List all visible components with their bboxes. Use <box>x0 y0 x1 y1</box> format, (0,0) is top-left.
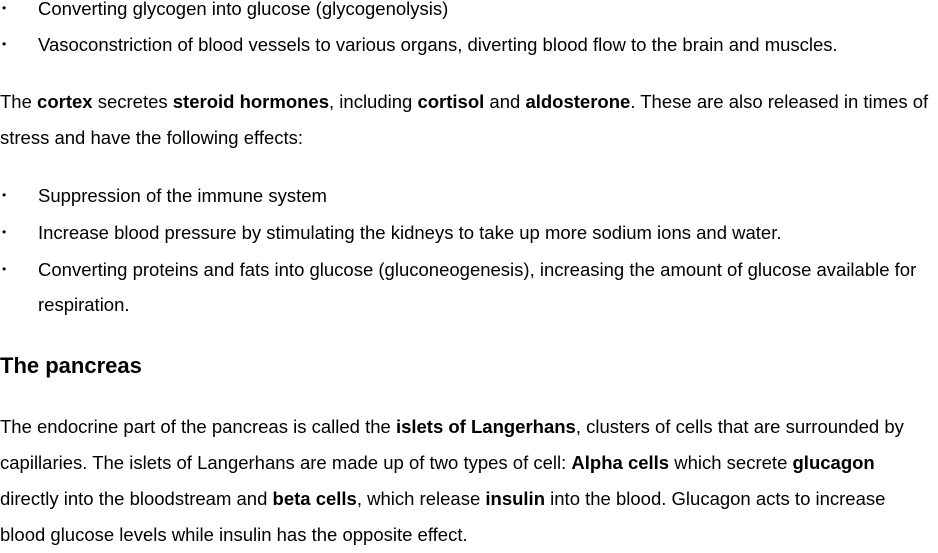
list-item-text: Vasoconstriction of blood vessels to various organs, diverting blood flow to the brain and muscles. <box>38 34 838 55</box>
text-run: and <box>484 91 526 112</box>
bold-term-aldosterone: aldosterone <box>525 91 631 112</box>
bold-term-insulin: insulin <box>485 488 546 509</box>
text-run: , which release <box>356 488 486 509</box>
bold-term-cortisol: cortisol <box>417 91 485 112</box>
bullet-icon: • <box>2 188 7 202</box>
list-item <box>0 0 938 26</box>
text-run: . These are also released in times of stress and have the following effects: <box>0 91 929 148</box>
bold-term-steroid-hormones: steroid hormones <box>172 91 330 112</box>
text-run: directly into the bloodstream and <box>0 488 273 509</box>
list-item-text: Converting glycogen into glucose (glycogenolysis) <box>38 0 449 19</box>
bold-term-alpha-cells: Alpha cells <box>571 452 670 473</box>
text-run: The <box>0 91 38 112</box>
effects-list-medulla <box>0 0 938 62</box>
bullet-icon: • <box>2 262 7 276</box>
text-run: , including <box>329 91 418 112</box>
bold-term-beta-cells: beta cells <box>272 488 357 509</box>
effects-list-cortex <box>0 178 938 322</box>
text-run: into the blood. Glucagon acts to increase blood glucose levels while insulin has the opposite effect. <box>0 488 886 545</box>
list-item-text: Suppression of the immune system <box>38 185 327 206</box>
list-item-text: Increase blood pressure by stimulating the kidneys to take up more sodium ions and water. <box>38 222 782 243</box>
section-heading: The pancreas <box>0 353 142 378</box>
pancreas-paragraph <box>0 409 930 553</box>
bold-term-cortex: cortex <box>37 91 93 112</box>
text-run: , clusters of cells that are surrounded by capillaries. The islets of Langerhans are made up of two types of cell: <box>0 416 904 473</box>
list-item <box>0 178 938 213</box>
bold-term-islets: islets of Langerhans <box>395 416 576 437</box>
text-run: secretes <box>92 91 173 112</box>
list-item <box>0 215 938 250</box>
list-item <box>0 27 938 62</box>
bullet-icon: • <box>2 225 7 239</box>
list-item <box>0 252 938 322</box>
bullet-icon: • <box>2 37 7 51</box>
cortex-paragraph <box>0 84 938 156</box>
bullet-icon: • <box>2 1 7 15</box>
list-item-text: Converting proteins and fats into glucose (gluconeogenesis), increasing the amount of glucose available for respiration. <box>38 259 917 315</box>
bold-term-glucagon: glucagon <box>792 452 875 473</box>
text-run: The endocrine part of the pancreas is called the <box>0 416 396 437</box>
text-run: which secrete <box>669 452 793 473</box>
